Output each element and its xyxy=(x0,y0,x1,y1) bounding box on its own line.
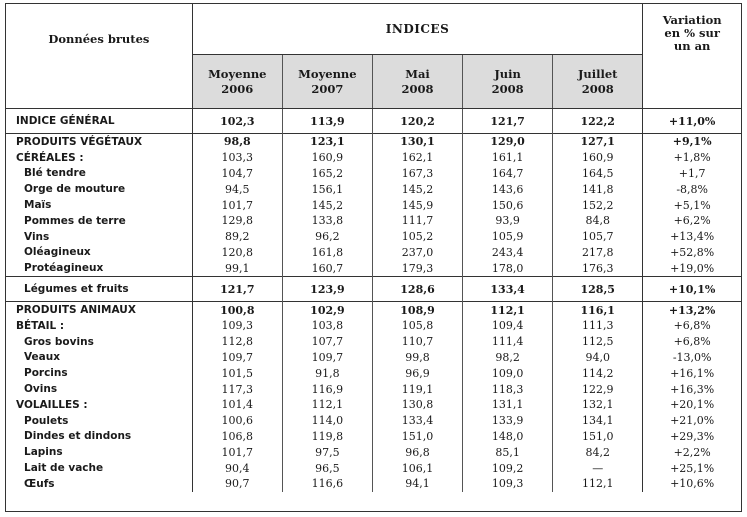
index-value: 121,7 xyxy=(192,277,282,302)
table-row xyxy=(6,213,741,229)
index-value: 112,1 xyxy=(553,476,643,492)
index-value: 85,1 xyxy=(463,444,553,460)
period-name: Juillet xyxy=(577,66,618,81)
index-value: 105,2 xyxy=(372,229,462,245)
index-value: 112,1 xyxy=(463,302,553,318)
index-value: 164,5 xyxy=(553,166,643,182)
index-value: 176,3 xyxy=(553,260,643,276)
index-value: 94,1 xyxy=(372,476,462,492)
index-value: 116,6 xyxy=(282,476,372,492)
index-value: 107,7 xyxy=(282,334,372,350)
index-value: 98,2 xyxy=(463,350,553,366)
index-value: 84,8 xyxy=(553,213,643,229)
period-name: Moyenne xyxy=(208,66,267,81)
index-value: 164,7 xyxy=(463,166,553,182)
variation-value: +20,1% xyxy=(670,398,715,412)
variation-value: +25,1% xyxy=(670,461,715,475)
table-row xyxy=(6,397,741,413)
index-value: 162,1 xyxy=(372,150,462,166)
index-value: 109,3 xyxy=(463,476,553,492)
index-value: 132,1 xyxy=(553,397,643,413)
index-value: — xyxy=(553,460,643,476)
variation-value: -13,0% xyxy=(672,350,712,364)
index-value: 106,8 xyxy=(192,429,282,445)
index-value: 243,4 xyxy=(463,245,553,261)
variation-value: +16,1% xyxy=(670,366,715,380)
table-row xyxy=(6,460,741,476)
index-value: 101,4 xyxy=(192,397,282,413)
index-value: 148,0 xyxy=(463,429,553,445)
index-value: 128,5 xyxy=(553,277,643,302)
variation-value: +13,4% xyxy=(670,230,715,244)
price-index-table xyxy=(6,4,741,492)
index-value: 156,1 xyxy=(282,181,372,197)
index-value: 178,0 xyxy=(463,260,553,276)
index-value: 105,7 xyxy=(553,229,643,245)
index-value: 114,2 xyxy=(553,365,643,381)
index-value: 129,8 xyxy=(192,213,282,229)
period-year: 2008 xyxy=(401,81,434,96)
index-value: 160,7 xyxy=(282,260,372,276)
index-value: 100,6 xyxy=(192,413,282,429)
index-value: 152,2 xyxy=(553,197,643,213)
index-value: 116,1 xyxy=(553,302,643,318)
period-header-0 xyxy=(192,55,282,109)
table-row xyxy=(6,365,741,381)
index-value: 145,2 xyxy=(372,181,462,197)
variation-value: +5,1% xyxy=(673,198,711,212)
variation-value: +52,8% xyxy=(670,245,715,259)
index-value: 122,9 xyxy=(553,381,643,397)
table-row xyxy=(6,302,741,318)
index-value: 111,4 xyxy=(463,334,553,350)
index-value: 109,7 xyxy=(282,350,372,366)
index-value: 102,3 xyxy=(192,109,282,134)
index-value: 114,0 xyxy=(282,413,372,429)
index-value: 165,2 xyxy=(282,166,372,182)
period-header-2 xyxy=(372,55,462,109)
index-value: 160,9 xyxy=(553,150,643,166)
index-value: 122,2 xyxy=(553,109,643,134)
index-value: 145,2 xyxy=(282,197,372,213)
index-value: 119,1 xyxy=(372,381,462,397)
index-value: 109,4 xyxy=(463,318,553,334)
table-row xyxy=(6,197,741,213)
index-value: 104,7 xyxy=(192,166,282,182)
table-row xyxy=(6,476,741,492)
row-label: Oléagineux xyxy=(6,245,192,261)
index-value: 112,8 xyxy=(192,334,282,350)
variation-value: +29,3% xyxy=(670,429,715,443)
row-label: Blé tendre xyxy=(6,166,192,182)
index-value: 96,2 xyxy=(282,229,372,245)
index-value: 237,0 xyxy=(372,245,462,261)
variation-header-line-2: en % sur xyxy=(664,26,720,40)
index-value: 143,6 xyxy=(463,181,553,197)
index-value: 96,5 xyxy=(282,460,372,476)
index-value: 101,7 xyxy=(192,444,282,460)
index-value: 101,5 xyxy=(192,365,282,381)
row-label: Légumes et fruits xyxy=(6,277,192,302)
row-label: Protéagineux xyxy=(6,260,192,276)
index-value: 105,8 xyxy=(372,318,462,334)
variation-value: +10,1% xyxy=(643,277,741,302)
variation-value: +10,6% xyxy=(670,477,715,491)
index-value: 133,4 xyxy=(372,413,462,429)
row-label: Porcins xyxy=(6,365,192,381)
index-value: 141,8 xyxy=(553,181,643,197)
index-value: 109,3 xyxy=(192,318,282,334)
table-row xyxy=(6,109,741,134)
row-label: CÉRÉALES : xyxy=(6,150,192,166)
index-value: 105,9 xyxy=(463,229,553,245)
index-value: 109,0 xyxy=(463,365,553,381)
index-value: 151,0 xyxy=(553,429,643,445)
table-row xyxy=(6,334,741,350)
period-name: Mai xyxy=(405,66,430,81)
variation-value: +1,8% xyxy=(673,151,711,165)
index-value: 117,3 xyxy=(192,381,282,397)
row-label: Ovins xyxy=(6,381,192,397)
index-value: 112,5 xyxy=(553,334,643,350)
table-row xyxy=(6,181,741,197)
index-value: 120,8 xyxy=(192,245,282,261)
index-value: 129,0 xyxy=(463,134,553,150)
index-value: 120,2 xyxy=(372,109,462,134)
row-label: Maïs xyxy=(6,197,192,213)
index-value: 161,1 xyxy=(463,150,553,166)
index-value: 106,1 xyxy=(372,460,462,476)
variation-value: +13,2% xyxy=(643,302,741,318)
index-value: 145,9 xyxy=(372,197,462,213)
period-year: 2008 xyxy=(491,81,524,96)
index-value: 167,3 xyxy=(372,166,462,182)
index-value: 130,1 xyxy=(372,134,462,150)
indices-header: INDICES xyxy=(192,4,643,55)
variation-value: -8,8% xyxy=(676,182,708,196)
index-value: 103,8 xyxy=(282,318,372,334)
table-row xyxy=(6,229,741,245)
index-value: 133,9 xyxy=(463,413,553,429)
index-value: 111,7 xyxy=(372,213,462,229)
index-value: 84,2 xyxy=(553,444,643,460)
row-label: INDICE GÉNÉRAL xyxy=(6,109,192,134)
index-value: 128,6 xyxy=(372,277,462,302)
table-row xyxy=(6,429,741,445)
index-value: 109,7 xyxy=(192,350,282,366)
index-value: 94,5 xyxy=(192,181,282,197)
index-value: 111,3 xyxy=(553,318,643,334)
variation-value: +11,0% xyxy=(668,114,716,128)
index-value: 110,7 xyxy=(372,334,462,350)
table-row xyxy=(6,413,741,429)
variation-header xyxy=(643,4,741,109)
variation-value: +19,0% xyxy=(670,261,715,275)
index-value: 90,7 xyxy=(192,476,282,492)
index-value: 133,8 xyxy=(282,213,372,229)
index-value: 133,4 xyxy=(463,277,553,302)
index-value: 123,9 xyxy=(282,277,372,302)
index-value: 89,2 xyxy=(192,229,282,245)
period-header-3 xyxy=(463,55,553,109)
index-value: 123,1 xyxy=(282,134,372,150)
period-year: 2008 xyxy=(581,81,614,96)
variation-header-line-3: un an xyxy=(673,39,711,53)
variation-value: +21,0% xyxy=(670,414,715,428)
index-value: 121,7 xyxy=(463,109,553,134)
index-value: 101,7 xyxy=(192,197,282,213)
index-value: 134,1 xyxy=(553,413,643,429)
index-value: 217,8 xyxy=(553,245,643,261)
row-label: Dindes et dindons xyxy=(6,429,192,445)
table-row xyxy=(6,166,741,182)
period-name: Moyenne xyxy=(298,66,357,81)
index-value: 119,8 xyxy=(282,429,372,445)
table-body xyxy=(6,109,741,492)
row-label: Orge de mouture xyxy=(6,181,192,197)
variation-header-line-1: Variation xyxy=(662,13,722,27)
price-index-table-frame xyxy=(5,3,742,512)
row-label: PRODUITS VÉGÉTAUX xyxy=(6,134,192,150)
table-row xyxy=(6,260,741,276)
index-value: 96,8 xyxy=(372,444,462,460)
variation-value: +1,7 xyxy=(678,166,706,180)
row-label: Œufs xyxy=(6,476,192,492)
index-value: 94,0 xyxy=(553,350,643,366)
index-value: 90,4 xyxy=(192,460,282,476)
index-value: 93,9 xyxy=(463,213,553,229)
index-value: 96,9 xyxy=(372,365,462,381)
table-row xyxy=(6,350,741,366)
index-value: 98,8 xyxy=(192,134,282,150)
index-value: 113,9 xyxy=(282,109,372,134)
index-value: 127,1 xyxy=(553,134,643,150)
index-value: 131,1 xyxy=(463,397,553,413)
period-header-4 xyxy=(553,55,643,109)
variation-value: +9,1% xyxy=(643,134,741,150)
index-value: 160,9 xyxy=(282,150,372,166)
table-row xyxy=(6,444,741,460)
variation-value: +16,3% xyxy=(670,382,715,396)
index-value: 99,8 xyxy=(372,350,462,366)
index-value: 151,0 xyxy=(372,429,462,445)
table-row xyxy=(6,245,741,261)
row-label: Vins xyxy=(6,229,192,245)
period-year: 2007 xyxy=(311,81,344,96)
row-label: Veaux xyxy=(6,350,192,366)
index-value: 116,9 xyxy=(282,381,372,397)
index-value: 100,8 xyxy=(192,302,282,318)
table-row xyxy=(6,381,741,397)
row-label-header: Données brutes xyxy=(6,4,192,109)
index-value: 112,1 xyxy=(282,397,372,413)
variation-value: +6,8% xyxy=(673,319,711,333)
index-value: 102,9 xyxy=(282,302,372,318)
index-value: 91,8 xyxy=(282,365,372,381)
variation-value: +6,8% xyxy=(673,335,711,349)
table-row xyxy=(6,134,741,150)
index-value: 118,3 xyxy=(463,381,553,397)
variation-value: +6,2% xyxy=(673,214,711,228)
row-label: BÉTAIL : xyxy=(6,318,192,334)
period-name: Juin xyxy=(494,66,521,81)
index-value: 103,3 xyxy=(192,150,282,166)
table-row xyxy=(6,277,741,302)
row-label: Pommes de terre xyxy=(6,213,192,229)
row-label: Poulets xyxy=(6,413,192,429)
index-value: 109,2 xyxy=(463,460,553,476)
period-year: 2006 xyxy=(221,81,254,96)
variation-value: +2,2% xyxy=(673,445,711,459)
index-value: 179,3 xyxy=(372,260,462,276)
table-row xyxy=(6,150,741,166)
index-value: 161,8 xyxy=(282,245,372,261)
period-header-1 xyxy=(282,55,372,109)
index-value: 150,6 xyxy=(463,197,553,213)
table-row xyxy=(6,318,741,334)
row-label: Lait de vache xyxy=(6,460,192,476)
index-value: 97,5 xyxy=(282,444,372,460)
row-label: Lapins xyxy=(6,444,192,460)
row-label: PRODUITS ANIMAUX xyxy=(6,302,192,318)
row-label: Gros bovins xyxy=(6,334,192,350)
row-label: VOLAILLES : xyxy=(6,397,192,413)
index-value: 99,1 xyxy=(192,260,282,276)
index-value: 130,8 xyxy=(372,397,462,413)
index-value: 108,9 xyxy=(372,302,462,318)
